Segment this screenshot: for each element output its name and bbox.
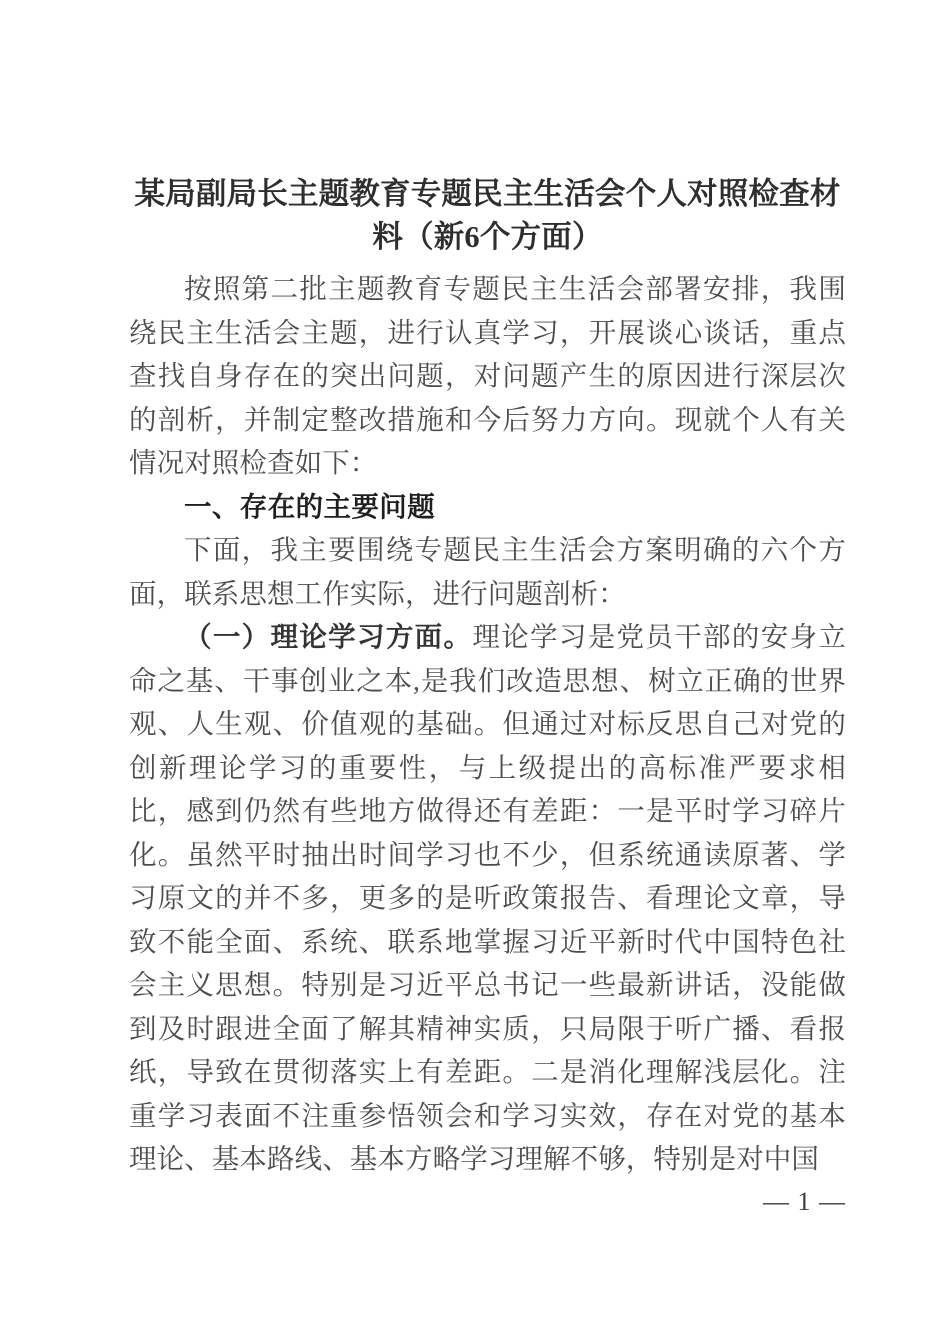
item-one-body: 理论学习是党员干部的安身立命之基、干事创业之本,是我们改造思想、树立正确的世界观、人生观、价值观的基础。但通过对标反思自己对党的创新理论学习的重要性，与上级提出的高标准严要求相比，感到仍然有些地方做得还有差距：一是平时学习碎片化。虽然平时抽出时间学习也不少，但系统通读原著、学习原文的并不多，更多的是听政策报告、看理论文章，导致不能全面、系统、联系地掌握习近平新时代中国特色社会主义思想。特别是习近平总书记一些最新讲话，没能做到及时跟进全面了解其精神实质，只局限于听广播、看报纸，导致在贯彻落实上有差距。二是消化理解浅层化。注重学习表面不注重参悟领会和学习实效，存在对党的基本理论、基本路线、基本方略学习理解不够，特别是对中国 [129, 621, 846, 1174]
document-body [129, 173, 846, 1181]
item-one-paragraph [129, 615, 846, 1181]
section-heading-main-problems: 一、存在的主要问题 [184, 490, 436, 522]
section-lead-paragraph: 下面，我主要围绕专题民主生活会方案明确的六个方面，联系思想工作实际，进行问题剖析： [129, 534, 846, 609]
intro-paragraph: 按照第二批主题教育专题民主生活会部署安排，我围绕民主生活会主题，进行认真学习，开展谈心谈话，重点查找自身存在的突出问题，对问题产生的原因进行深层次的剖析，并制定整改措施和今后努力方向。现就个人有关情况对照检查如下： [129, 273, 846, 478]
item-one-label: （一）理论学习方面。 [184, 621, 473, 652]
page-title-text: 某局副局长主题教育专题民主生活会个人对照检查材料（新6个方面） [134, 177, 841, 254]
page-number: — 1 — [763, 1187, 846, 1216]
page-footer [129, 1185, 852, 1219]
page-title [129, 173, 846, 259]
